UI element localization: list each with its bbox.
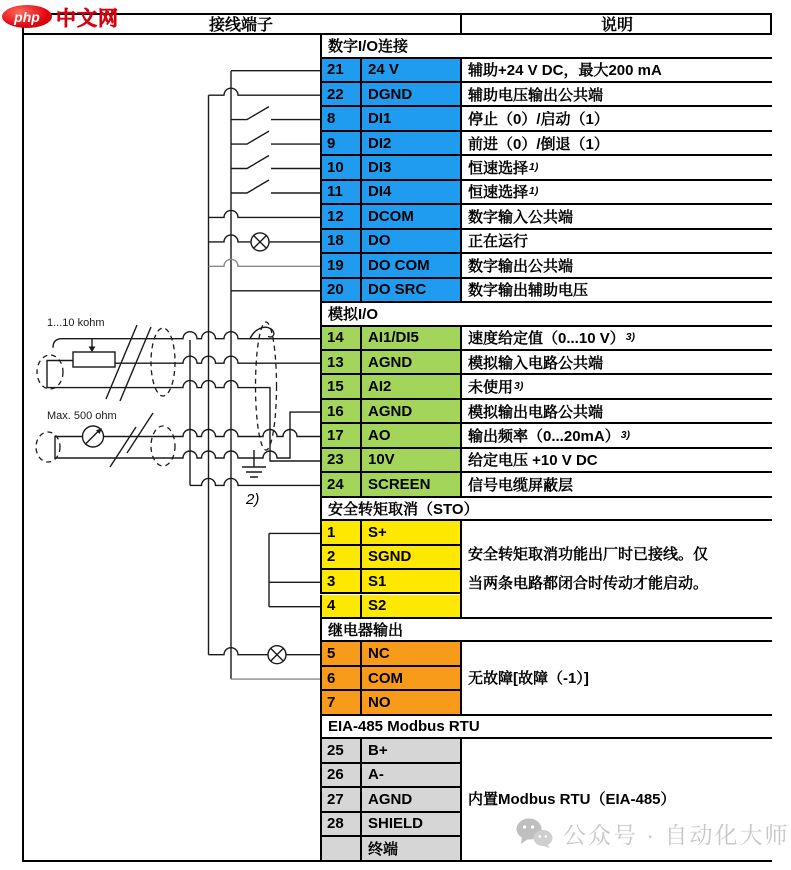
terminal-row: [320, 107, 460, 131]
terminal-desc-cell: 内置Modbus RTU（EIA-485）: [460, 739, 772, 861]
terminal-desc-cell: 前进（0）/倒退（1）: [460, 132, 772, 156]
terminal-row: [320, 59, 460, 83]
terminal-number-cell: 3: [322, 570, 362, 592]
terminal-number-cell: 15: [322, 375, 362, 397]
terminal-number-cell: 9: [322, 132, 362, 154]
section-header: 模拟I/O: [320, 303, 772, 327]
terminal-name-cell: SGND: [362, 546, 460, 568]
terminal-name-cell: AO: [362, 424, 460, 446]
terminal-name-cell: 10V: [362, 449, 460, 471]
table-header-terminals: 接线端子: [22, 13, 460, 35]
terminal-name-cell: 24 V: [362, 59, 460, 81]
footnote-2-label: 2): [246, 491, 260, 508]
terminal-number-cell: 23: [322, 449, 362, 471]
terminal-number-cell: 26: [322, 764, 362, 786]
watermark-text: 公众号 · 自动化大师: [563, 822, 790, 848]
table-header-description: 说明: [460, 13, 772, 35]
terminal-number-cell: 16: [322, 400, 362, 422]
pot-label: 1...10 kohm: [47, 317, 105, 329]
terminal-name-cell: DI4: [362, 181, 460, 203]
section-header: EIA-485 Modbus RTU: [320, 716, 772, 740]
terminal-desc-cell: 速度给定值（0...10 V） $^{3)}$: [460, 327, 772, 351]
meter-label: Max. 500 ohm: [47, 410, 117, 422]
terminal-row: [320, 351, 460, 375]
terminal-desc-cell: 信号电缆屏蔽层: [460, 473, 772, 497]
terminal-number-cell: 1: [322, 521, 362, 543]
terminal-name-cell: DI1: [362, 107, 460, 129]
terminal-row: [320, 595, 460, 619]
terminal-number-cell: 12: [322, 205, 362, 227]
terminal-name-cell: COM: [362, 667, 460, 689]
terminal-desc-cell: 无故障[故障（-1）]: [460, 642, 772, 715]
terminal-row: [320, 473, 460, 497]
terminal-desc-cell: 数字输出辅助电压: [460, 279, 772, 303]
terminal-row: [320, 642, 460, 666]
terminal-row: [320, 327, 460, 351]
section-header: 安全转矩取消（STO）: [320, 498, 772, 522]
terminal-name-cell: NC: [362, 642, 460, 664]
terminal-row: [320, 667, 460, 691]
terminal-name-cell: 终端: [362, 837, 460, 859]
terminal-row: [320, 449, 460, 473]
terminal-name-cell: SHIELD: [362, 813, 460, 835]
terminal-row: [320, 424, 460, 448]
terminal-desc-cell: 恒速选择 $^{1)}$: [460, 181, 772, 205]
terminal-row: [320, 230, 460, 254]
terminal-row: [320, 739, 460, 763]
terminal-name-cell: AGND: [362, 351, 460, 373]
site-logo: [2, 2, 119, 31]
terminal-row: [320, 254, 460, 278]
terminal-desc-cell: 安全转矩取消功能出厂时已接线。仅 当两条电路都闭合时传动才能启动。: [460, 521, 772, 619]
terminal-number-cell: 22: [322, 83, 362, 105]
terminal-desc-cell: 辅助电压输出公共端: [460, 83, 772, 107]
terminal-name-cell: NO: [362, 691, 460, 713]
terminal-number-cell: 28: [322, 813, 362, 835]
terminal-number-cell: 21: [322, 59, 362, 81]
terminal-desc-cell: 恒速选择 $^{1)}$: [460, 156, 772, 180]
terminal-name-cell: AI2: [362, 375, 460, 397]
terminal-desc-cell: 模拟输出电路公共端: [460, 400, 772, 424]
terminal-desc-cell: 输出频率（0...20mA） $^{3)}$: [460, 424, 772, 448]
terminal-row: [320, 691, 460, 715]
terminal-row: [320, 788, 460, 812]
terminal-name-cell: S+: [362, 521, 460, 543]
terminal-number-cell: 6: [322, 667, 362, 689]
terminal-row: [320, 570, 460, 594]
terminal-name-cell: DGND: [362, 83, 460, 105]
wechat-icon: [516, 818, 553, 849]
terminal-row: [320, 375, 460, 399]
terminal-name-cell: S2: [362, 595, 460, 617]
terminal-row: [320, 279, 460, 303]
terminal-name-cell: B+: [362, 739, 460, 761]
terminal-number-cell: 4: [322, 595, 362, 617]
terminal-desc-cell: 模拟输入电路公共端: [460, 351, 772, 375]
terminal-number-cell: 14: [322, 327, 362, 349]
terminal-number-cell: 13: [322, 351, 362, 373]
terminal-number-cell: 27: [322, 788, 362, 810]
terminal-name-cell: DO SRC: [362, 279, 460, 301]
terminal-number-cell: 7: [322, 691, 362, 713]
terminal-row: [320, 837, 460, 861]
terminal-number-cell: 17: [322, 424, 362, 446]
terminal-number-cell: 2: [322, 546, 362, 568]
terminal-name-cell: SCREEN: [362, 473, 460, 495]
terminal-name-cell: DO COM: [362, 254, 460, 276]
terminal-number-cell: 25: [322, 739, 362, 761]
watermark: [516, 817, 789, 850]
terminal-number-cell: 20: [322, 279, 362, 301]
terminal-name-cell: DI2: [362, 132, 460, 154]
terminal-row: [320, 546, 460, 570]
terminal-name-cell: DI3: [362, 156, 460, 178]
terminal-row: [320, 521, 460, 545]
terminal-row: [320, 181, 460, 205]
terminal-number-cell: 24: [322, 473, 362, 495]
terminal-desc-cell: 数字输入公共端: [460, 205, 772, 229]
terminal-number-cell: 11: [322, 181, 362, 203]
terminal-row: [320, 83, 460, 107]
terminal-row: [320, 156, 460, 180]
terminal-number-cell: 10: [322, 156, 362, 178]
terminal-desc-cell: 停止（0）/启动（1）: [460, 107, 772, 131]
terminal-number-cell: 19: [322, 254, 362, 276]
terminal-number-cell: 5: [322, 642, 362, 664]
terminal-name-cell: DCOM: [362, 205, 460, 227]
terminal-name-cell: AGND: [362, 400, 460, 422]
terminal-name-cell: AGND: [362, 788, 460, 810]
terminal-desc-cell: 数字输出公共端: [460, 254, 772, 278]
php-logo-badge: php: [2, 5, 52, 28]
terminal-row: [320, 205, 460, 229]
terminal-name-cell: A-: [362, 764, 460, 786]
terminal-name-cell: DO: [362, 230, 460, 252]
terminal-number-cell: 18: [322, 230, 362, 252]
terminal-name-cell: AI1/DI5: [362, 327, 460, 349]
section-header: 数字I/O连接: [320, 35, 772, 59]
terminal-number-cell: [322, 837, 362, 859]
terminal-desc-cell: 正在运行: [460, 230, 772, 254]
section-header: 继电器输出: [320, 619, 772, 643]
site-logo-text: 中文网: [56, 8, 119, 30]
terminal-row: [320, 813, 460, 837]
terminal-desc-cell: 给定电压 +10 V DC: [460, 449, 772, 473]
terminal-row: [320, 400, 460, 424]
terminal-desc-cell: 未使用 $^{3)}$: [460, 375, 772, 399]
terminal-desc-cell: 辅助+24 V DC，最大200 mA: [460, 59, 772, 83]
terminal-name-cell: S1: [362, 570, 460, 592]
terminal-row: [320, 764, 460, 788]
terminal-number-cell: 8: [322, 107, 362, 129]
terminal-row: [320, 132, 460, 156]
